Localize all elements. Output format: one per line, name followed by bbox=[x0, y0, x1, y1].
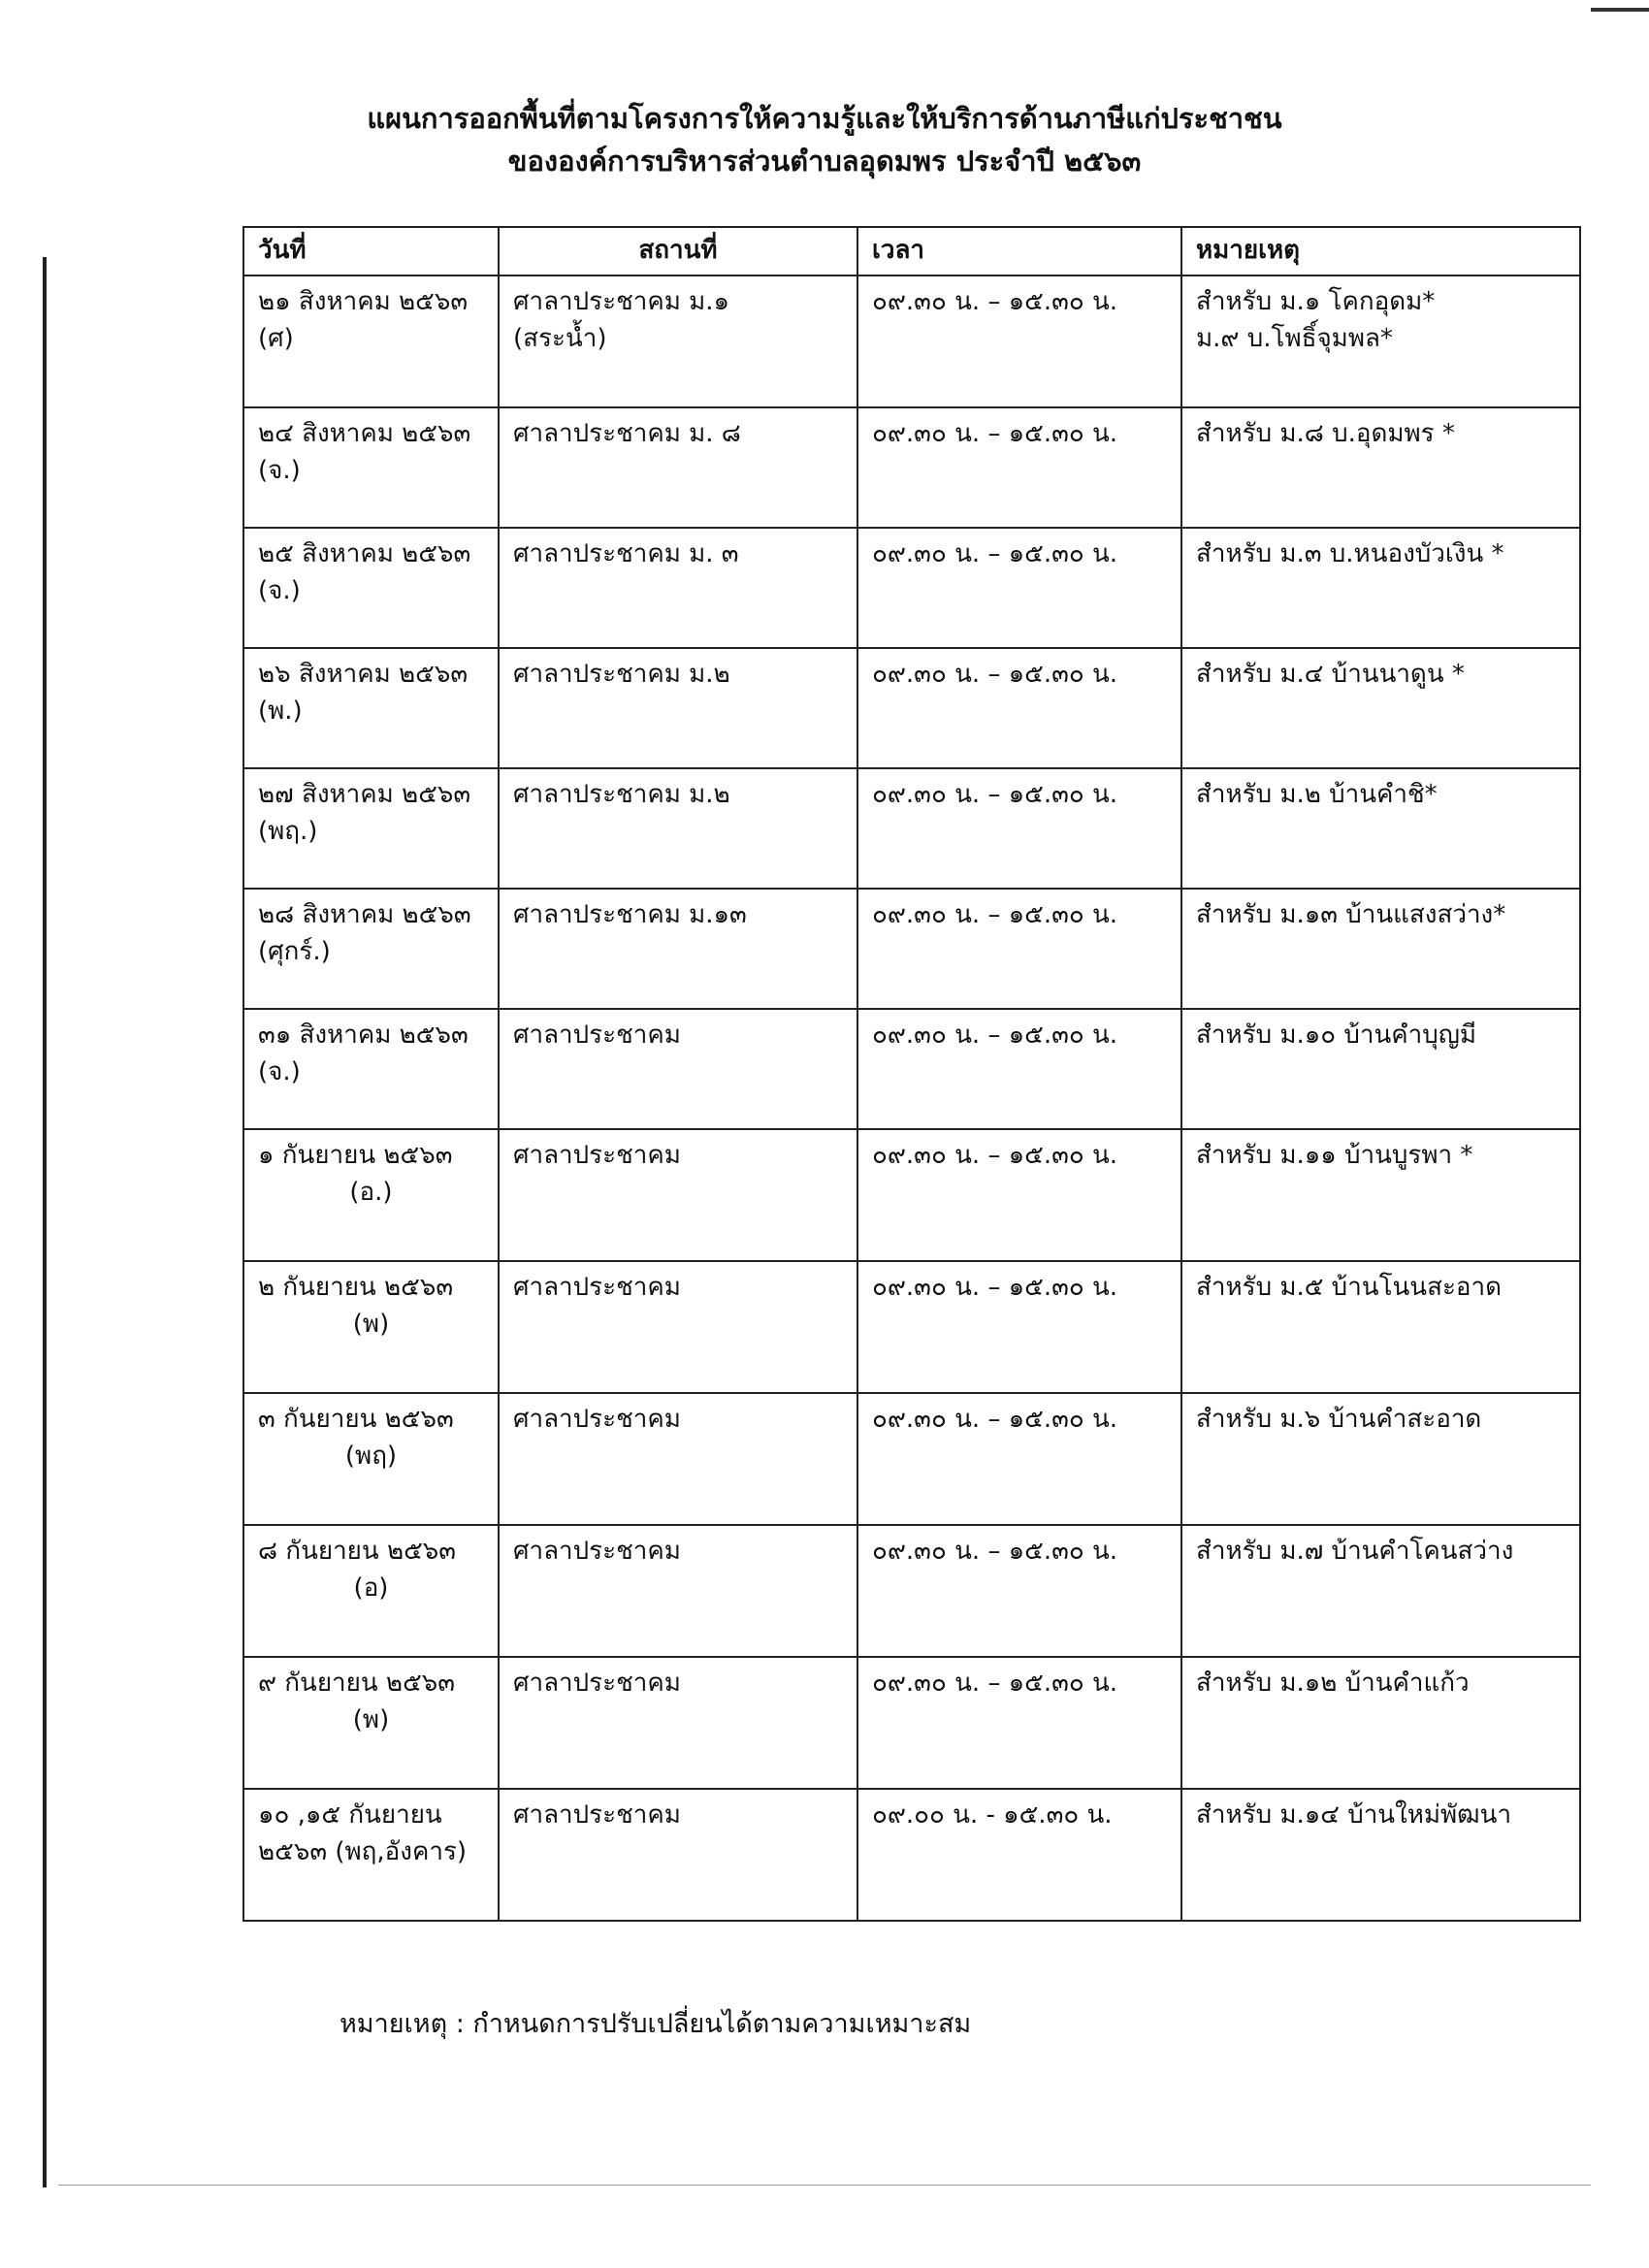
time-cell: ๐๙.๓๐ น. – ๑๕.๓๐ น. bbox=[857, 1393, 1181, 1525]
place-text: ศาลาประชาคม ม.๑ bbox=[513, 287, 730, 316]
place-cell: ศาลาประชาคม bbox=[499, 1525, 857, 1657]
note-cell: สำหรับ ม.๓ บ.หนองบัวเงิน * bbox=[1181, 528, 1580, 648]
table-row bbox=[243, 407, 1580, 528]
place-cell: ศาลาประชาคม ม.๒ bbox=[499, 768, 857, 889]
table-row bbox=[243, 1393, 1580, 1525]
time-cell: ๐๙.๓๐ น. – ๑๕.๓๐ น. bbox=[857, 407, 1181, 528]
note-cell: สำหรับ ม.๕ บ้านโนนสะอาด bbox=[1181, 1261, 1580, 1393]
title-line-2: ขององค์การบริหารส่วนตำบลอุดมพร ประจำปี ๒๕๖๓ bbox=[507, 145, 1142, 178]
time-cell: ๐๙.๓๐ น. – ๑๕.๓๐ น. bbox=[857, 1129, 1181, 1261]
day-text: (อ.) bbox=[349, 1177, 393, 1207]
note-cell: สำหรับ ม.๘ บ.อุดมพร * bbox=[1181, 407, 1580, 528]
note-cell: สำหรับ ม.๑๑ บ้านบูรพา * bbox=[1181, 1129, 1580, 1261]
header-place: สถานที่ bbox=[499, 227, 857, 275]
place-cell: ศาลาประชาคม bbox=[499, 1009, 857, 1129]
table-row bbox=[243, 275, 1580, 407]
day-text: (จ.) bbox=[258, 575, 301, 605]
date-cell bbox=[243, 407, 499, 528]
note-cell: สำหรับ ม.๑๐ บ้านคำบุญมี bbox=[1181, 1009, 1580, 1129]
date-cell bbox=[243, 648, 499, 768]
day-text: (ศุกร์.) bbox=[258, 936, 331, 966]
date-text: ๑ กันยายน ๒๕๖๓ bbox=[258, 1141, 453, 1170]
date-cell bbox=[243, 275, 499, 407]
note-text: สำหรับ ม.๑ โคกอุดม* bbox=[1196, 287, 1436, 316]
time-cell: ๐๙.๓๐ น. – ๑๕.๓๐ น. bbox=[857, 1657, 1181, 1789]
place-cell: ศาลาประชาคม bbox=[499, 1657, 857, 1789]
date-cell bbox=[243, 1657, 499, 1789]
day-text: (พฤ) bbox=[344, 1441, 398, 1471]
note-cell: สำหรับ ม.๑๔ บ้านใหม่พัฒนา bbox=[1181, 1789, 1580, 1921]
day-text: (พ) bbox=[352, 1309, 390, 1339]
place-cell: ศาลาประชาคม bbox=[499, 1129, 857, 1261]
time-cell: ๐๙.๓๐ น. – ๑๕.๓๐ น. bbox=[857, 1261, 1181, 1393]
date-cell bbox=[243, 889, 499, 1009]
table-row bbox=[243, 1789, 1580, 1921]
table-header-row bbox=[243, 227, 1580, 275]
date-cell bbox=[243, 1129, 499, 1261]
date-text: ๒๕ สิงหาคม ๒๕๖๓ bbox=[258, 539, 471, 568]
date-cell bbox=[243, 1393, 499, 1525]
header-time: เวลา bbox=[857, 227, 1181, 275]
date-text: ๓ กันยายน ๒๕๖๓ bbox=[258, 1405, 454, 1434]
table-row bbox=[243, 528, 1580, 648]
table-row bbox=[243, 889, 1580, 1009]
day-text: (ศ) bbox=[258, 323, 294, 353]
date-cell bbox=[243, 1789, 499, 1921]
day-text: (อ) bbox=[353, 1572, 389, 1603]
note-cell: สำหรับ ม.๑๒ บ้านคำแก้ว bbox=[1181, 1657, 1580, 1789]
note-cell: สำหรับ ม.๖ บ้านคำสะอาด bbox=[1181, 1393, 1580, 1525]
scan-corner-mark bbox=[1591, 8, 1649, 12]
day-text: (พ.) bbox=[258, 696, 303, 726]
header-date: วันที่ bbox=[243, 227, 499, 275]
day-text: (จ.) bbox=[258, 1056, 301, 1086]
time-cell: ๐๙.๓๐ น. – ๑๕.๓๐ น. bbox=[857, 889, 1181, 1009]
note-cell: สำหรับ ม.๑๓ บ้านแสงสว่าง* bbox=[1181, 889, 1580, 1009]
table-row bbox=[243, 768, 1580, 889]
time-cell: ๐๙.๓๐ น. – ๑๕.๓๐ น. bbox=[857, 648, 1181, 768]
date-text: ๙ กันยายน ๒๕๖๓ bbox=[258, 1669, 456, 1698]
header-note: หมายเหตุ bbox=[1181, 227, 1580, 275]
time-cell: ๐๙.๓๐ น. – ๑๕.๓๐ น. bbox=[857, 1525, 1181, 1657]
place-cell: ศาลาประชาคม ม.๑๓ bbox=[499, 889, 857, 1009]
date-cell bbox=[243, 1009, 499, 1129]
place-cell: ศาลาประชาคม ม. ๓ bbox=[499, 528, 857, 648]
time-cell: ๐๙.๓๐ น. – ๑๕.๓๐ น. bbox=[857, 768, 1181, 889]
table-row bbox=[243, 648, 1580, 768]
time-cell: ๐๙.๐๐ น. - ๑๕.๓๐ น. bbox=[857, 1789, 1181, 1921]
place-cell: ศาลาประชาคม bbox=[499, 1261, 857, 1393]
date-text: ๒๗ สิงหาคม ๒๕๖๓ bbox=[258, 780, 471, 809]
place-cell: ศาลาประชาคม ม. ๘ bbox=[499, 407, 857, 528]
day-text: (พฤ.) bbox=[258, 816, 318, 846]
time-cell: ๐๙.๓๐ น. – ๑๕.๓๐ น. bbox=[857, 528, 1181, 648]
date-text: ๒๔ สิงหาคม ๒๕๖๓ bbox=[258, 419, 471, 448]
table-row bbox=[243, 1009, 1580, 1129]
table-row bbox=[243, 1525, 1580, 1657]
note-cell bbox=[1181, 275, 1580, 407]
date-cell bbox=[243, 768, 499, 889]
day-text: (พ) bbox=[352, 1704, 390, 1734]
note-cell: สำหรับ ม.๗ บ้านคำโคนสว่าง bbox=[1181, 1525, 1580, 1657]
date-text: ๒๖ สิงหาคม ๒๕๖๓ bbox=[258, 660, 469, 689]
date-cell bbox=[243, 528, 499, 648]
title-line-1: แผนการออกพื้นที่ตามโครงการให้ความรู้และให้บริการด้านภาษีแก่ประชาชน bbox=[367, 102, 1282, 135]
date-text: ๒ กันยายน ๒๕๖๓ bbox=[258, 1273, 454, 1302]
scan-edge-bottom bbox=[58, 2185, 1591, 2186]
date-text: ๒๑ สิงหาคม ๒๕๖๓ bbox=[258, 287, 469, 316]
place-cell: ศาลาประชาคม bbox=[499, 1393, 857, 1525]
note-cell: สำหรับ ม.๒ บ้านคำชิ* bbox=[1181, 768, 1580, 889]
place-detail-text: (สระน้ำ) bbox=[513, 323, 607, 353]
date-text: ๒๘ สิงหาคม ๒๕๖๓ bbox=[258, 900, 471, 929]
place-cell: ศาลาประชาคม ม.๒ bbox=[499, 648, 857, 768]
table-row bbox=[243, 1129, 1580, 1261]
date-cell bbox=[243, 1261, 499, 1393]
note-detail-text: ม.๙ บ.โพธิ์จุมพล* bbox=[1196, 323, 1393, 353]
time-cell: ๐๙.๓๐ น. – ๑๕.๓๐ น. bbox=[857, 275, 1181, 407]
date-cell bbox=[243, 1525, 499, 1657]
footnote-text: หมายเหตุ : กำหนดการปรับเปลี่ยนได้ตามความเหมาะสม bbox=[340, 2009, 972, 2039]
place-cell bbox=[499, 275, 857, 407]
date-text: ๑๐ ,๑๕ กันยายน bbox=[258, 1800, 442, 1830]
day-text: (จ.) bbox=[258, 455, 301, 485]
time-cell: ๐๙.๓๐ น. – ๑๕.๓๐ น. bbox=[857, 1009, 1181, 1129]
table-row bbox=[243, 1657, 1580, 1789]
note-cell: สำหรับ ม.๔ บ้านนาดูน * bbox=[1181, 648, 1580, 768]
place-cell: ศาลาประชาคม bbox=[499, 1789, 857, 1921]
date-text: ๓๑ สิงหาคม ๒๕๖๓ bbox=[258, 1021, 469, 1050]
day-text: ๒๕๖๓ (พฤ,อังคาร) bbox=[258, 1836, 468, 1866]
schedule-table bbox=[242, 226, 1581, 1922]
document-title bbox=[0, 102, 1649, 186]
date-text: ๘ กันยายน ๒๕๖๓ bbox=[258, 1537, 457, 1566]
table-row bbox=[243, 1261, 1580, 1393]
scan-edge-left bbox=[43, 257, 47, 2187]
